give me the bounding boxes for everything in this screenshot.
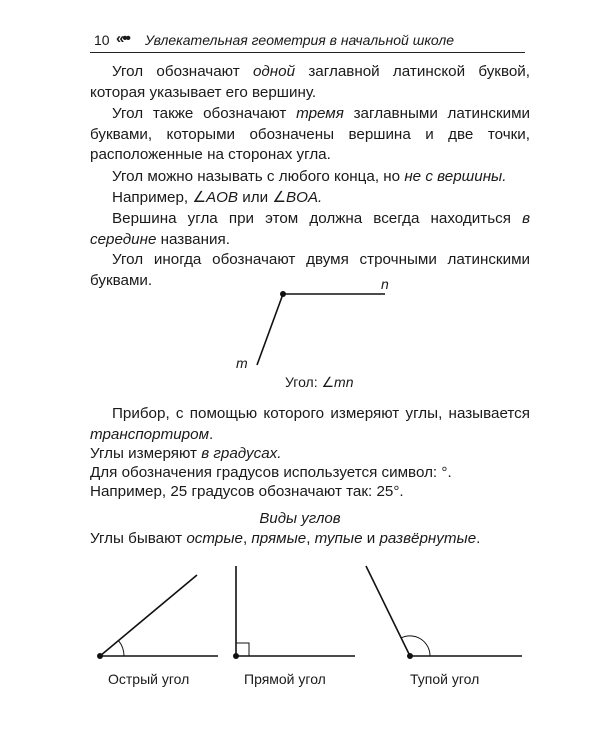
text: Например, <box>112 189 193 206</box>
emphasis: развёрнутые <box>379 530 477 547</box>
vertex-point <box>280 291 286 297</box>
emphasis: транспортиром <box>90 425 209 443</box>
label-n: n <box>381 276 389 292</box>
text: Для обозначения градусов используется символ: °. <box>90 464 452 481</box>
text: Угол обозначают <box>112 63 253 80</box>
acute-arc <box>118 641 124 656</box>
paragraph-angle-types <box>90 529 530 550</box>
ray-m <box>257 294 283 365</box>
paragraph-protractor <box>90 404 530 445</box>
angle-boa: ∠BOA. <box>272 189 323 206</box>
emphasis: тупые <box>314 530 363 547</box>
caption-prefix: Угол: <box>285 374 322 390</box>
acute-angle-label: Острый угол <box>108 671 190 687</box>
right-angle-label: Прямой угол <box>244 671 326 687</box>
emphasis: в градусах. <box>201 445 282 462</box>
text: и <box>362 530 380 547</box>
obtuse-angle-figure <box>366 566 522 659</box>
acute-side-ray <box>100 575 197 656</box>
caption-angle: ∠mn <box>321 374 354 390</box>
paragraph-symbol <box>90 463 530 484</box>
obtuse-side-ray <box>366 566 410 656</box>
caption-angle-mn <box>285 374 354 391</box>
label-m: m <box>236 355 248 371</box>
emphasis: одной <box>252 63 296 80</box>
text: названия. <box>156 230 230 248</box>
text: Угол иногда обозначают двумя строчными латинскими буквами. <box>90 251 530 289</box>
right-vertex <box>233 653 239 659</box>
text: Угол также обозначают <box>112 105 297 122</box>
text: заглавными латинскими буквами, которыми обозначены вершина и две точки, расположенные на сторонах угла. <box>90 105 530 163</box>
text: . <box>208 425 214 443</box>
text: , <box>306 530 315 547</box>
text: . <box>476 530 481 547</box>
text: Углы бывают <box>90 530 187 547</box>
angle-mn-figure <box>257 291 385 365</box>
text: или <box>238 189 273 206</box>
emphasis: тремя <box>296 105 344 122</box>
paragraph-degrees <box>90 444 530 465</box>
paragraph-example-degrees <box>90 482 530 503</box>
right-angle-figure <box>233 566 355 659</box>
acute-angle-figure <box>97 575 218 659</box>
text: Например, 25 градусов обозначают так: 25°. <box>90 483 404 500</box>
text: , <box>242 530 252 547</box>
emphasis: в середине <box>90 210 530 248</box>
angle-aob: ∠AOB <box>192 189 239 206</box>
page-number: 10 <box>94 32 110 48</box>
text: Вершина угла при этом должна всегда находиться <box>112 210 523 227</box>
emphasis: не с вершины. <box>404 168 507 185</box>
obtuse-vertex <box>407 653 413 659</box>
emphasis: острые <box>186 530 243 547</box>
header-ornament: «•• <box>116 30 129 47</box>
section-heading: Виды углов <box>259 510 341 527</box>
emphasis: прямые <box>251 530 307 547</box>
text: Углы измеряют <box>90 445 202 462</box>
text: заглавной латинской буквой, которая указывает его вершину. <box>90 63 531 101</box>
text: Угол можно называть с любого конца, но <box>112 168 405 185</box>
text: Прибор, с помощью которого измеряют углы, называется <box>112 405 530 422</box>
acute-vertex <box>97 653 103 659</box>
book-title: Увлекательная геометрия в начальной школе <box>145 32 455 48</box>
obtuse-angle-label: Тупой угол <box>410 671 480 687</box>
